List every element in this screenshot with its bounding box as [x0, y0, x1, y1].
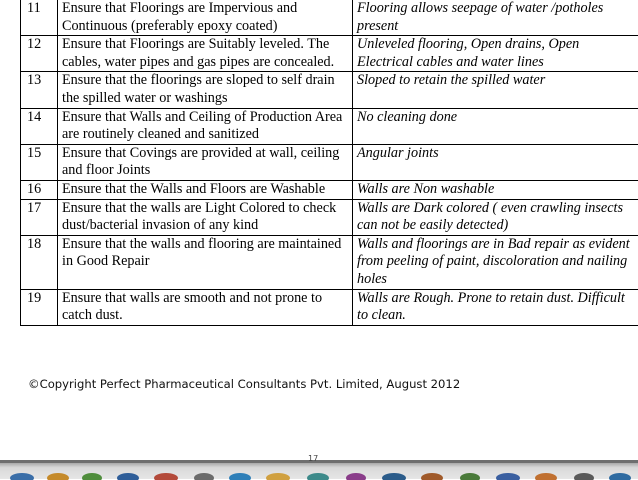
toolbar-icon[interactable]: [535, 473, 557, 480]
requirement-cell: Ensure that the Walls and Floors are Washable: [58, 180, 353, 199]
requirement-cell: Ensure that Floorings are Suitably leveled. The cables, water pipes and gas pipes are concealed.: [58, 36, 353, 72]
table-row: [21, 144, 638, 180]
observation-cell: Walls are Non washable: [353, 180, 638, 199]
row-number: 18: [21, 235, 58, 289]
row-number: 19: [21, 289, 58, 325]
toolbar-icon[interactable]: [82, 473, 102, 480]
toolbar-icon[interactable]: [382, 473, 406, 480]
bottom-toolbar: [0, 460, 638, 479]
toolbar-icon[interactable]: [266, 473, 290, 480]
toolbar-icon[interactable]: [229, 473, 251, 480]
row-number: 13: [21, 72, 58, 108]
observation-cell: Unleveled flooring, Open drains, Open Electrical cables and water lines: [353, 36, 638, 72]
toolbar-icon[interactable]: [307, 473, 329, 480]
toolbar-icon[interactable]: [421, 473, 443, 480]
toolbar-divider: [0, 460, 638, 463]
table-row: [21, 199, 638, 235]
table-row: [21, 235, 638, 289]
toolbar-icon[interactable]: [194, 473, 214, 480]
row-number: 16: [21, 180, 58, 199]
toolbar-icons-strip: [0, 468, 638, 480]
row-number: 12: [21, 36, 58, 72]
toolbar-icon[interactable]: [460, 473, 480, 480]
row-number: 14: [21, 108, 58, 144]
requirement-cell: Ensure that Floorings are Impervious and Continuous (preferably epoxy coated): [58, 0, 353, 36]
requirement-cell: Ensure that the floorings are sloped to self drain the spilled water or washings: [58, 72, 353, 108]
checklist-table-container: [20, 0, 638, 326]
toolbar-icon[interactable]: [346, 473, 366, 480]
toolbar-icon[interactable]: [609, 473, 631, 480]
table-row: [21, 0, 638, 36]
requirement-cell: Ensure that Walls and Ceiling of Production Area are routinely cleaned and sanitized: [58, 108, 353, 144]
toolbar-icon[interactable]: [574, 473, 594, 480]
toolbar-icon[interactable]: [154, 473, 178, 480]
row-number: 15: [21, 144, 58, 180]
observation-cell: Sloped to retain the spilled water: [353, 72, 638, 108]
requirement-cell: Ensure that walls are smooth and not prone to catch dust.: [58, 289, 353, 325]
table-row: [21, 108, 638, 144]
toolbar-icon[interactable]: [47, 473, 69, 480]
observation-cell: Flooring allows seepage of water /potholes present: [353, 0, 638, 36]
requirement-cell: Ensure that the walls are Light Colored to check dust/bacterial invasion of any kind: [58, 199, 353, 235]
observation-cell: Walls are Rough. Prone to retain dust. Difficult to clean.: [353, 289, 638, 325]
observation-cell: Walls are Dark colored ( even crawling insects can not be easily detected): [353, 199, 638, 235]
requirement-cell: Ensure that Covings are provided at wall, ceiling and floor Joints: [58, 144, 353, 180]
table-row: [21, 289, 638, 325]
observation-cell: Angular joints: [353, 144, 638, 180]
toolbar-icon[interactable]: [117, 473, 139, 480]
page-number: 17: [308, 454, 318, 463]
row-number: 17: [21, 199, 58, 235]
toolbar-icon[interactable]: [496, 473, 520, 480]
observation-cell: No cleaning done: [353, 108, 638, 144]
table-row: [21, 180, 638, 199]
copyright-footer: ©Copyright Perfect Pharmaceutical Consultants Pvt. Limited, August 2012: [28, 377, 460, 391]
table-row: [21, 36, 638, 72]
requirement-cell: Ensure that the walls and flooring are maintained in Good Repair: [58, 235, 353, 289]
toolbar-icon[interactable]: [10, 473, 34, 480]
observation-cell: Walls and floorings are in Bad repair as evident from peeling of paint, discoloration and nailing holes: [353, 235, 638, 289]
table-row: [21, 72, 638, 108]
row-number: 11: [21, 0, 58, 36]
checklist-table: [20, 0, 638, 326]
